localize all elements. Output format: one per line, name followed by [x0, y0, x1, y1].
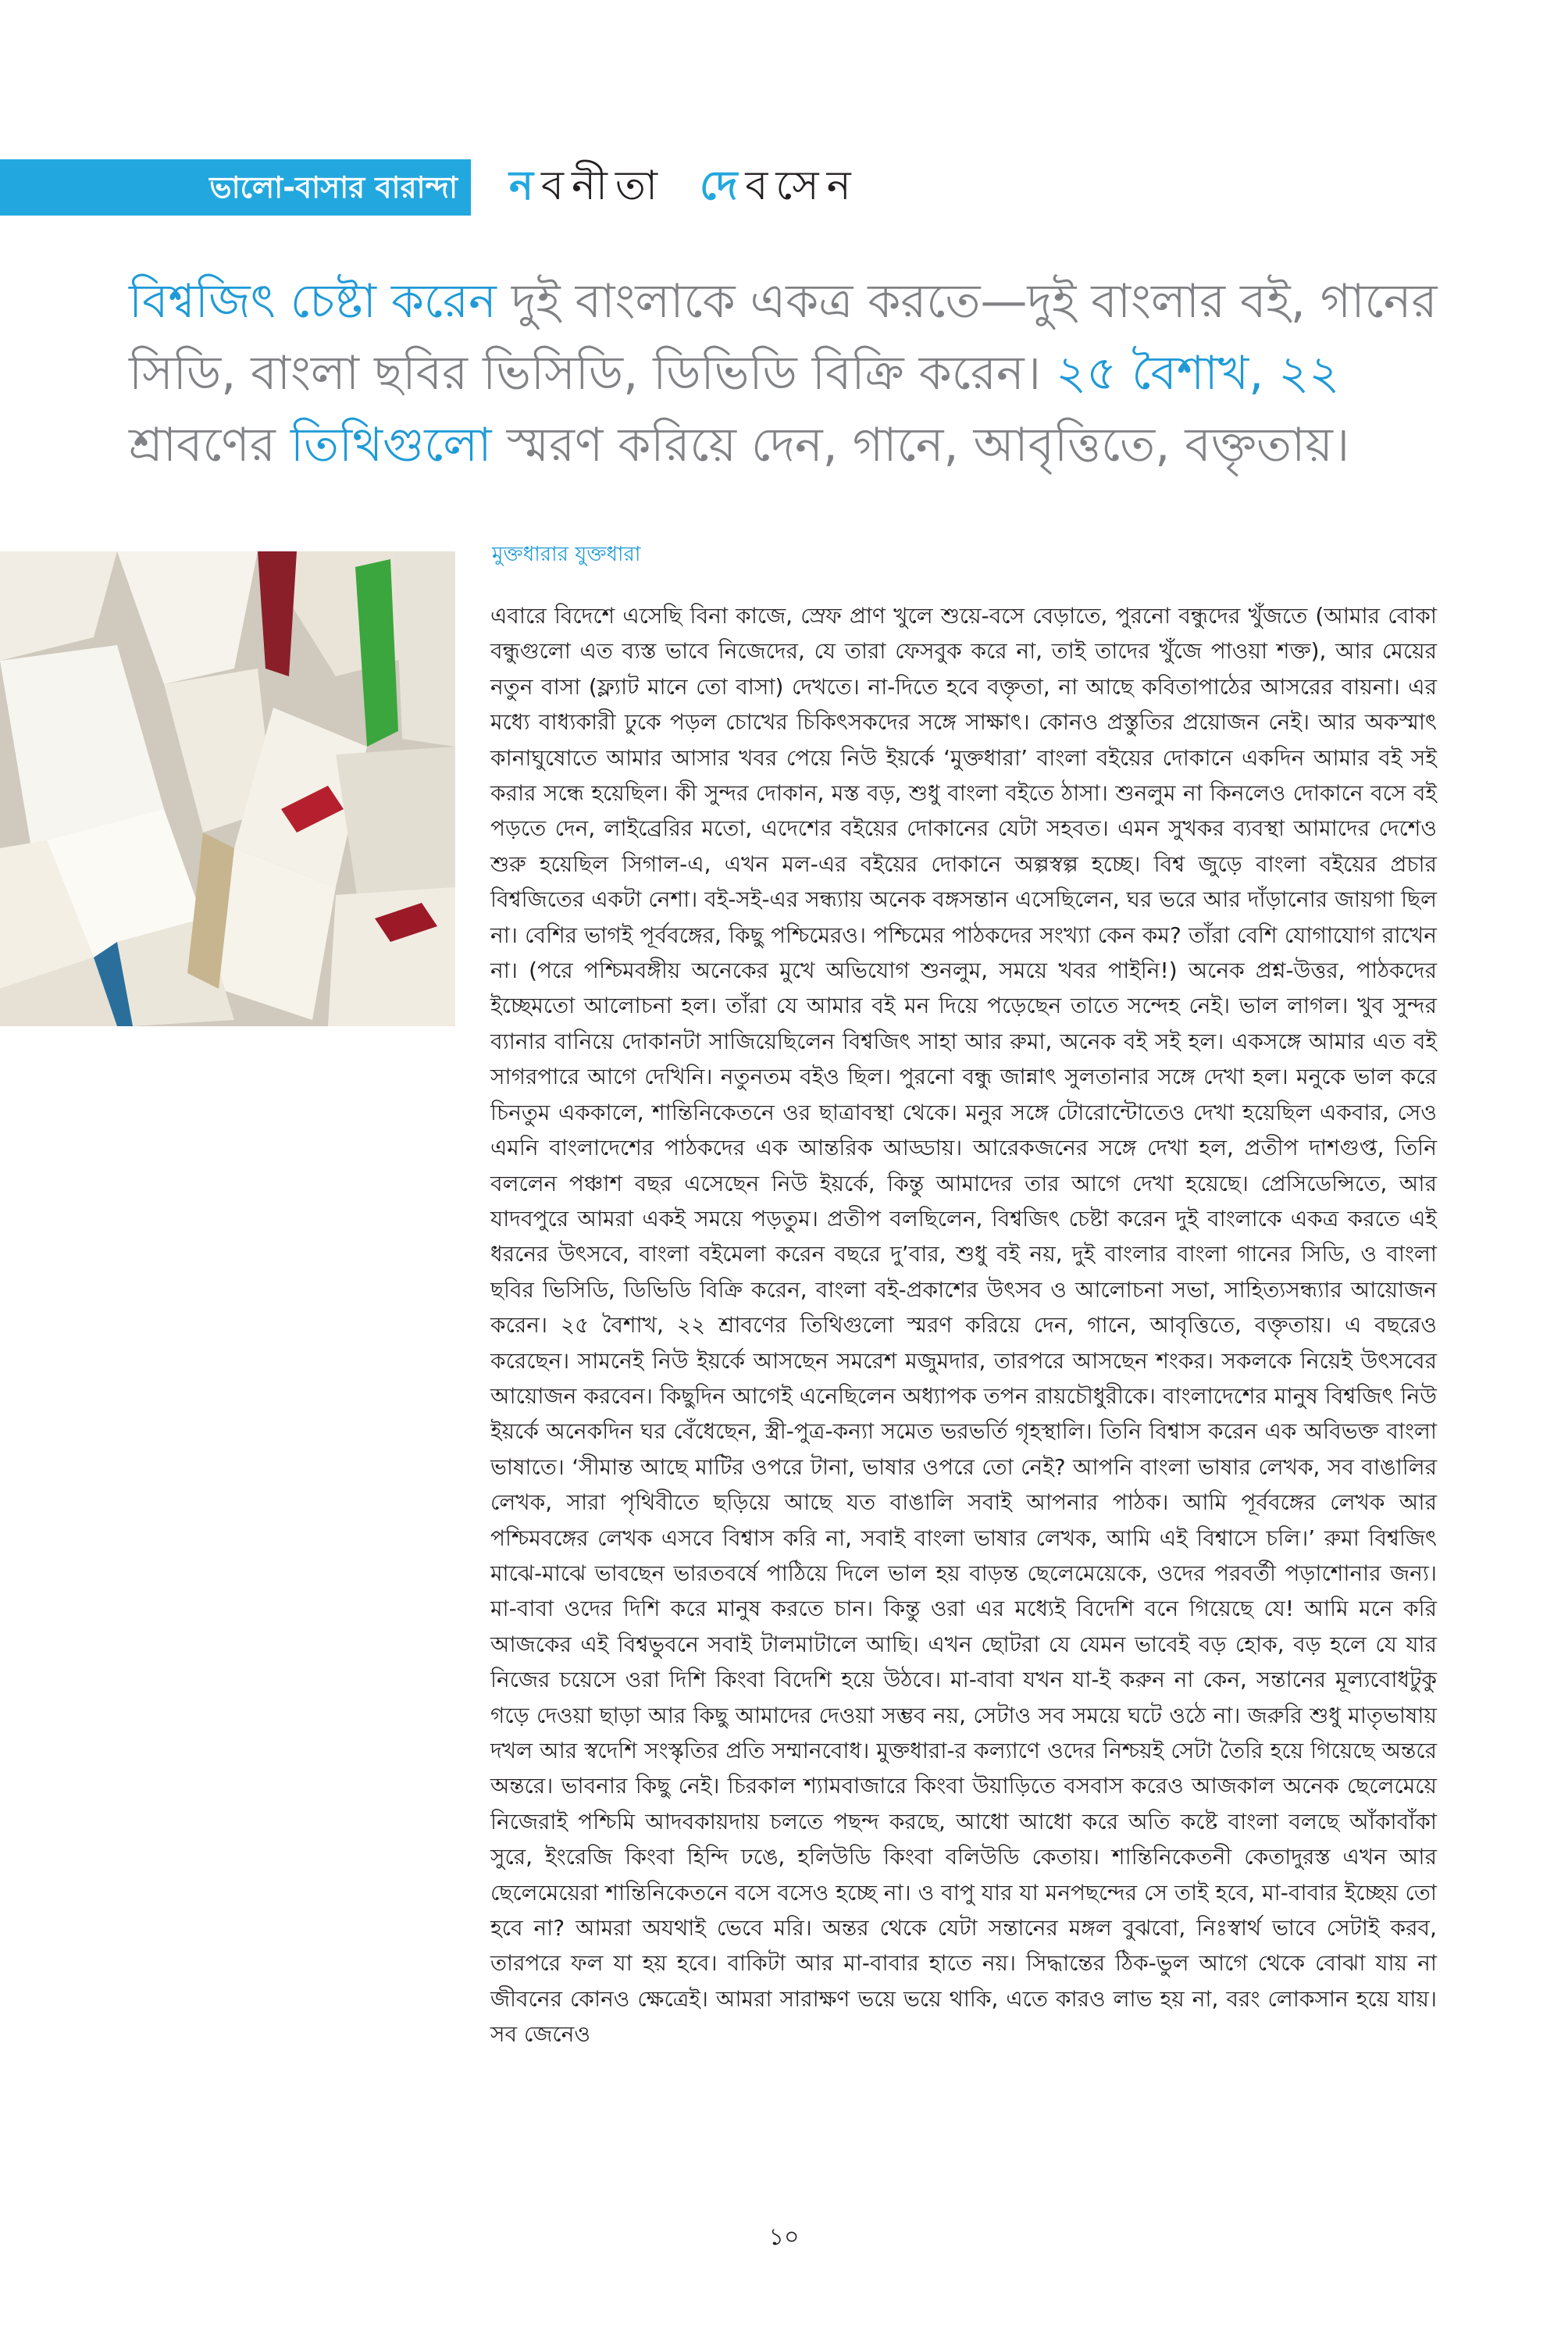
author-last-initial: দে: [700, 162, 746, 209]
pullquote-text-2: শ্রাবণের: [129, 418, 290, 472]
pullquote-highlight-1: বিশ্বজিৎ চেষ্টা করেন: [129, 274, 497, 329]
pullquote-highlight-3: তিথিগুলো: [290, 418, 492, 472]
article-subhead: মুক্তধারার যুক্তধারা: [492, 543, 641, 566]
article-body: এবারে বিদেশে এসেছি বিনা কাজে, স্রেফ প্রাণ খুলে শুয়ে-বসে বেড়াতে, পুরনো বন্ধুদের খুঁজতে (আমার বোকা বন্ধুগুলো এত ব্যস্ত ভাবে নিজেদের, যে তারা ফেসবুক করে না, তাই তাদের খুঁজে পাওয়া শক্ত), আর মেয়ের নতুন বাসা (ফ্ল্যাট মানে তো বাসা) দেখতে। না-দিতে হবে বক্তৃতা, না আছে কবিতাপাঠের আসরের বায়না। এর মধ্যে বাধ্যকারী ঢুকে পড়ল চোখের চিকিৎসকদের সঙ্গে সাক্ষাৎ। কোনও প্রস্তুতির প্রয়োজন নেই। আর অকস্মাৎ কানাঘুষোতে আমার আসার খবর পেয়ে নিউ ইয়র্কে ‘মুক্তধারা’ বাংলা বইয়ের দোকানে একদিন আমার বই সই করার সন্ধে হয়েছিল। কী সুন্দর দোকান, মস্ত বড়, শুধু বাংলা বইতে ঠাসা। শুনলুম না কিনলেও দোকানে বসে বই পড়তে দেন, লাইব্রেরির মতো, এদেশের বইয়ের দোকানের যেটা সহবত। এমন সুখকর ব্যবস্থা আমাদের দেশেও শুরু হয়েছিল সিগাল-এ, এখন মল-এর বইয়ের দোকানে অল্পস্বল্প হচ্ছে। বিশ্ব জুড়ে বাংলা বইয়ের প্রচার বিশ্বজিতের একটা নেশা। বই-সই-এর সন্ধ্যায় অনেক বঙ্গসন্তান এসেছিলেন, ঘর ভরে আর দাঁড়ানোর জায়গা ছিল না। বেশির ভাগই পূর্ববঙ্গের, কিছু পশ্চিমেরও। পশ্চিমের পাঠকদের সংখ্যা কেন কম? তাঁরা বেশি যোগাযোগ রাখেন না। (পরে পশ্চিমবঙ্গীয় অনেকের মুখে অভিযোগ শুনলুম, সময়ে খবর পাইনি!) অনেক প্রশ্ন-উত্তর, পাঠকদের ইচ্ছেমতো আলোচনা হল। তাঁরা যে আমার বই মন দিয়ে পড়েছেন তাতে সন্দেহ নেই। ভাল লাগল। খুব সুন্দর ব্যানার বানিয়ে দোকানটা সাজিয়েছিলেন বিশ্বজিৎ সাহা আর রুমা, অনেক বই সই হল। একসঙ্গে আমার এত বই সাগরপারে আগে দেখিনি। নতুনতম বইও ছিল। পুরনো বন্ধু জান্নাৎ সুলতানার সঙ্গে দেখা হল। মনুকে ভাল করে চিনতুম এককালে, শান্তিনিকেতনে ওর ছাত্রাবস্থা থেকে। মনুর সঙ্গে টোরোন্টোতেও দেখা হয়েছিল একবার, সেও এমনি বাংলাদেশের পাঠকদের এক আন্তরিক আড্ডায়। আরেকজনের সঙ্গে দেখা হল, প্রতীপ দাশগুপ্ত, তিনি বললেন পঞ্চাশ বছর এসেছেন নিউ ইয়র্কে, কিন্তু আমাদের তার আগে দেখা হয়েছে। প্রেসিডেন্সিতে, আর যাদবপুরে আমরা একই সময়ে পড়তুম। প্রতীপ বলছিলেন, বিশ্বজিৎ চেষ্টা করেন দুই বাংলাকে একত্র করতে এই ধরনের উৎসবে, বাংলা বইমেলা করেন বছরে দু’বার, শুধু বই নয়, দুই বাংলার বাংলা গানের সিডি, ও বাংলা ছবির ভিসিডি, ডিভিডি বিক্রি করেন, বাংলা বই-প্রকাশের উৎসব ও আলোচনা সভা, সাহিত্যসন্ধ্যার আয়োজন করেন। ২৫ বৈশাখ, ২২ শ্রাবণের তিথিগুলো স্মরণ করিয়ে দেন, গানে, আবৃত্তিতে, বক্তৃতায়। এ বছরেও করেছেন। সামনেই নিউ ইয়র্কে আসছেন সমরেশ মজুমদার, তারপরে আসছেন শংকর। সকলকে নিয়েই উৎসবের আয়োজন করবেন। কিছুদিন আগেই এনেছিলেন অধ্যাপক তপন রায়চৌধুরীকে। বাংলাদেশের মানুষ বিশ্বজিৎ নিউ ইয়র্কে অনেকদিন ঘর বেঁধেছেন, স্ত্রী-পুত্র-কন্যা সমেত ভরভর্তি গৃহস্থালি। তিনি বিশ্বাস করেন এক অবিভক্ত বাংলা ভাষাতে। ‘সীমান্ত আছে মাটির ওপরে টানা, ভাষার ওপরে তো নেই? আপনি বাংলা ভাষার লেখক, সব বাঙালির লেখক, সারা পৃথিবীতে ছড়িয়ে আছে যত বাঙালি সবাই আপনার পাঠক। আমি পূর্ববঙ্গের লেখক আর পশ্চিমবঙ্গের লেখক এসবে বিশ্বাস করি না, সবাই বাংলা ভাষার লেখক, আমি এই বিশ্বাসে চলি।’ রুমা বিশ্বজিৎ মাঝে-মাঝে ভাবছেন ভারতবর্ষে পাঠিয়ে দিলে ভাল হয় বাড়ন্ত ছেলেমেয়েকে, ওদের পরবর্তী পড়াশোনার জন্য। মা-বাবা ওদের দিশি করে মানুষ করতে চান। কিন্তু ওরা এর মধ্যেই বিদেশি বনে গিয়েছে যে! আমি মনে করি আজকের এই বিশ্বভুবনে সবাই টালমাটালে আছি। এখন ছোটরা যে যেমন ভাবেই বড় হোক, বড় হলে যে যার নিজের চয়েসে ওরা দিশি কিংবা বিদেশি হয়ে উঠবে। মা-বাবা যখন যা-ই করুন না কেন, সন্তানের মূল্যবোধটুকু গড়ে দেওয়া ছাড়া আর কিছু আমাদের দেওয়া সম্ভব নয়, সেটাও সব সময়ে ঘটে ওঠে না। জরুরি শুধু মাতৃভাষায় দখল আর স্বদেশি সংস্কৃতির প্রতি সম্মানবোধ। মুক্তধারা-র কল্যাণে ওদের নিশ্চয়ই সেটা তৈরি হয়ে গিয়েছে অন্তরে অন্তরে। ভাবনার কিছু নেই। চিরকাল শ্যামবাজারে কিংবা উয়াড়িতে বসবাস করেও আজকাল অনেক ছেলেমেয়ে নিজেরাই পশ্চিমি আদবকায়দায় চলতে পছন্দ করছে, আধো আধো করে অতি কষ্টে বাংলা বলছে আঁকাবাঁকা সুরে, ইংরেজি কিংবা হিন্দি ঢঙে, হলিউডি কিংবা বলিউডি কেতায়। শান্তিনিকেতনী কেতাদুরস্ত এখন আর ছেলেমেয়েরা শান্তিনিকেতনে বসে বসেও হচ্ছে না। ও বাপু যার যা মনপছন্দের সে তাই হবে, মা-বাবার ইচ্ছেয় তো হবে না? আমরা অযথাই ভেবে মরি। অন্তর থেকে যেটা সন্তানের মঙ্গল বুঝবো, নিঃস্বার্থ ভাবে সেটাই করব, তারপরে ফল যা হয় হবে। বাকিটা আর মা-বাবার হাতে নয়। সিদ্ধান্তের ঠিক-ভুল আগে থেকে বোঝা যায় না জীবনের কোনও ক্ষেত্রেই। আমরা সারাক্ষণ ভয়ে ভয়ে থাকি, এতে কারও লাভ হয় না, বরং লোকসান হয়ে যায়। সব জেনেও: [490, 603, 1438, 2048]
author-first-initial: ন: [509, 162, 542, 209]
author-last-rest: বসেন: [745, 162, 859, 209]
author-name: [509, 155, 859, 217]
author-first-rest: বনীতা: [541, 162, 665, 209]
column-title: ভালো-বাসার বারান্দা: [209, 170, 458, 205]
books-photo: [0, 551, 455, 1026]
open-books-illustration: [0, 551, 455, 1026]
pullquote: [129, 266, 1472, 481]
page-number: ১০: [768, 2223, 800, 2251]
pullquote-highlight-2: ২৫ বৈশাখ, ২২: [1056, 346, 1340, 401]
pullquote-text-3: স্মরণ করিয়ে দেন, গানে, আবৃত্তিতে, বক্তৃতায়।: [491, 418, 1350, 472]
pullquote-text-1: দুই বাংলাকে একত্র করতে—দুই বাংলার বই, গানের সিডি, বাংলা ছবির ভিসিডি, ডিভিডি বিক্রি করেন।: [129, 274, 1438, 401]
